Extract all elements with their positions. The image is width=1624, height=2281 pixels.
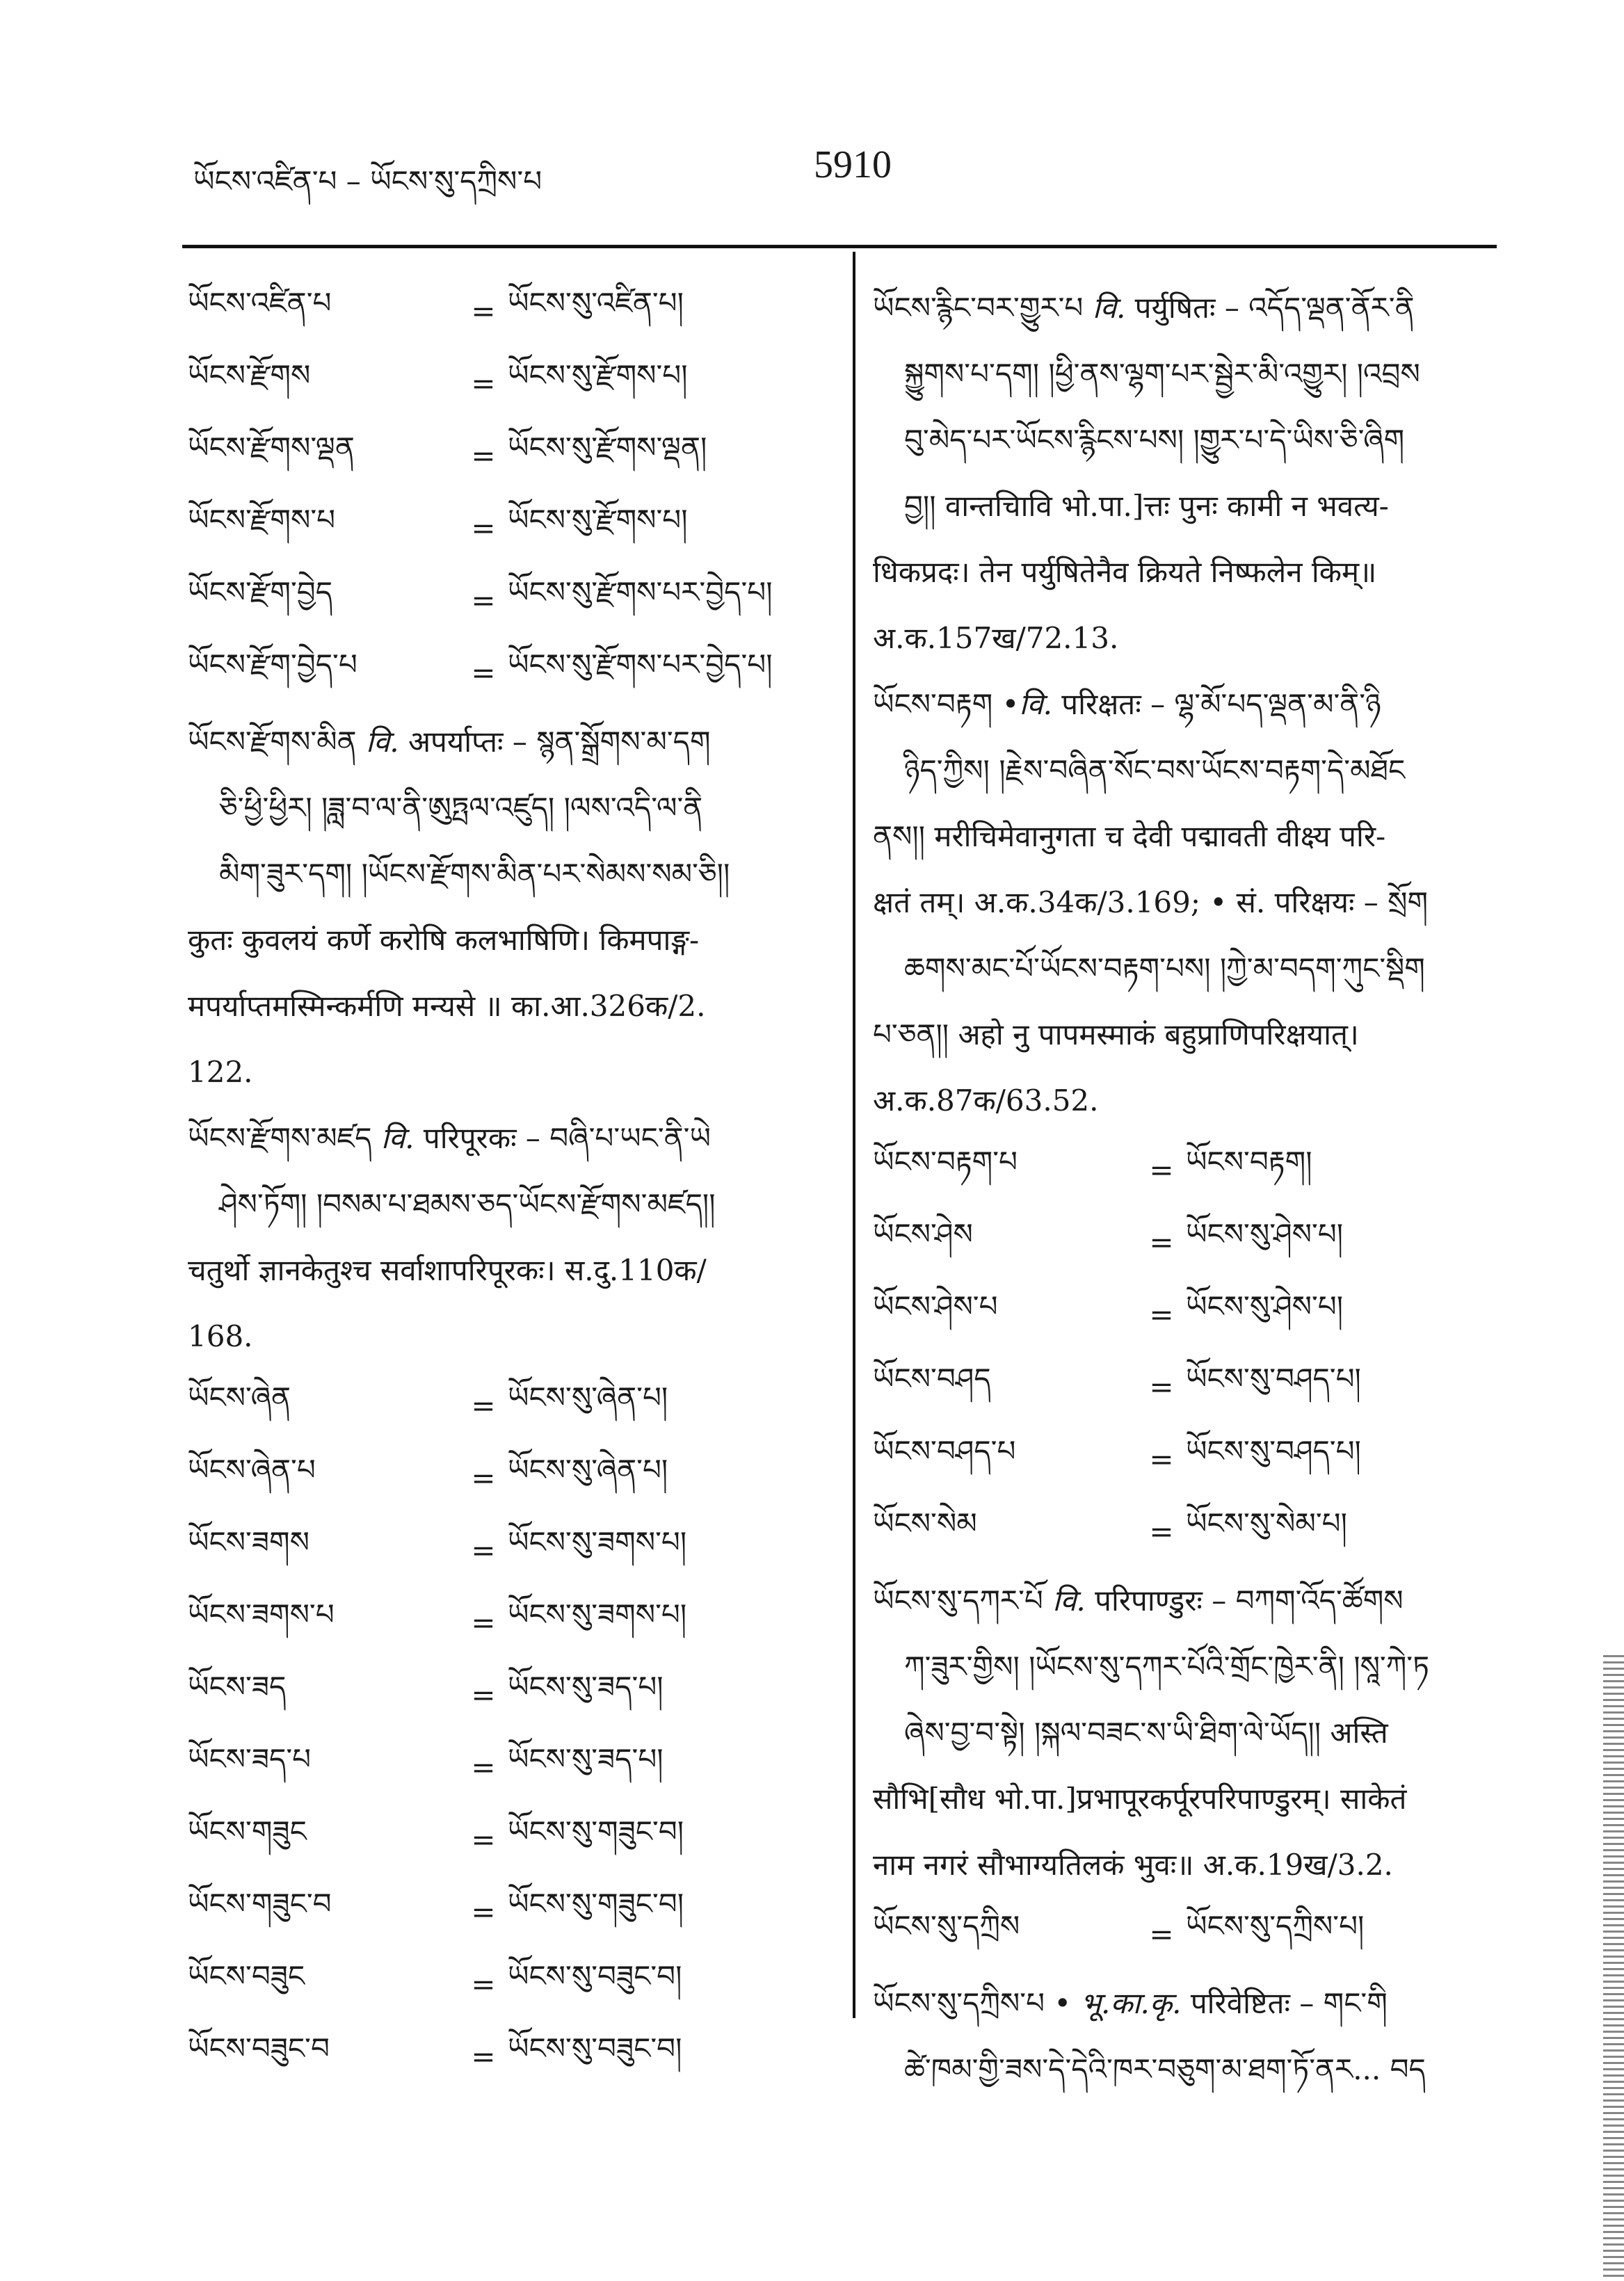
xref-target: ཡོངས་སུ་ཟད་པ། [508,1741,664,1776]
dictionary-entry [873,671,1499,1134]
equals-sign: = [1149,1369,1174,1404]
equals-sign: = [471,1967,496,2001]
entry-text: अपर्याप्तः – སྙན་སྒྲོགས་མ་དག [408,725,711,759]
cross-reference-row [188,1876,835,1948]
xref-headword: ཡོངས་སེམ [873,1506,977,1540]
part-of-speech: वि. [1092,291,1126,325]
entry-headword: ཡོངས་བརྟག [873,687,993,721]
cross-reference-row [188,419,835,492]
equals-sign: = [471,1750,496,1784]
entry-line: मपर्याप्तमस्मिन्कर्मणि मन्यसे ॥ का.आ.326क/2. [188,989,706,1023]
part-of-speech: •वि. [1002,687,1052,721]
cross-reference-row [188,1369,835,1442]
xref-target: ཡོངས་སུ་དཀྲིས་པ། [1186,1908,1365,1943]
cross-reference-row [873,1351,1499,1423]
cross-reference-row [188,1514,835,1586]
xref-target: ཡོངས་སུ་ཟགས་པ། [508,1597,687,1631]
page-number: 5910 [814,143,892,186]
xref-headword: ཡོངས་རྫོགས་ལྡན [188,430,355,465]
xref-target: ཡོངས་སུ་རྫོགས་པར་བྱེད་པ། [508,647,773,682]
header-rule [182,245,1497,248]
xref-target: ཡོངས་སུ་འཛིན་པ། [508,285,684,320]
entry-line: क्षतं तम्। अ.क.34क/3.169; • सं. परिक्षयः – སྲོག [873,885,1429,919]
part-of-speech: वि. [380,1121,415,1155]
entry-line: ཤེས་ཏོག། །བསམ་པ་ཐམས་ཅད་ཡོངས་རྫོགས་མཛད།། [219,1187,716,1221]
entry-line: सौभि[सौध भो.पा.]प्रभापूरकर्पूरपरिपाण्डुरम्। साकेतं [873,1782,1407,1816]
equals-sign: = [1149,1225,1174,1259]
entry-headword: ཡོངས་རྫོགས་མཛད [188,1121,372,1155]
equals-sign: = [1149,1514,1174,1549]
cross-reference-row [188,347,835,419]
entry-line: ཆགས་མང་པོ་ཡོངས་བརྟག་པས། །ཀྱེ་མ་བདག་ཀུང་སྡིག [904,951,1425,985]
xref-headword: ཡོངས་བཤད་པ [873,1433,1016,1468]
xref-headword: ཡོངས་ཞེན [188,1380,291,1414]
equals-sign: = [471,1822,496,1857]
xref-headword: ཡོངས་གཟུང་བ [188,1886,332,1921]
equals-sign: = [471,510,496,545]
entry-line: अ.क.87क/63.52. [873,1083,1099,1118]
xref-headword: ཡོངས་བཟུང [188,1958,305,1993]
cross-reference-row [873,1206,1499,1278]
dictionary-entry [873,275,1499,671]
equals-sign: = [471,1677,496,1712]
entry-line: 168. [188,1319,253,1353]
cross-reference-row [188,275,835,347]
entry-headword: ཡོངས་རྙིང་བར་གྱུར་པ [873,291,1084,325]
dictionary-entry [188,1105,835,1369]
xref-target: ཡོངས་སུ་ཞེན་པ། [508,1380,668,1414]
entry-text: परिपूरकः – བཞི་པ་ཡང་ནི་ཡེ [423,1121,711,1155]
xref-target: ཡོངས་སུ་བཟུང་བ། [508,1958,682,1993]
right-column [873,275,1499,2102]
xref-target: ཡོངས་སུ་ཤེས་པ། [1186,1289,1344,1323]
entry-headword: ཡོངས་སུ་དཀྲིས་པ [873,1986,1045,2020]
entry-line: नाम नगरं सौभाग्यतिलकं भुवः॥ अ.क.19ख/3.2. [873,1848,1393,1882]
xref-list [873,1134,1499,1567]
xref-headword: ཡོངས་ཤེས་པ [873,1289,998,1323]
xref-target: ཡོངས་སུ་ཤེས་པ། [1186,1216,1344,1251]
entry-text: पर्युषितः – འདོད་ལྡན་ནོར་ནི [1134,291,1415,325]
cross-reference-row [873,1495,1499,1567]
equals-sign: = [471,293,496,328]
cross-reference-row [188,1659,835,1731]
entry-line: སྐྱུགས་པ་དག། །ཕྱི་ནས་ལྷག་པར་སྦྱེར་མི་འགྱུར། །འབྲས [904,357,1420,391]
cross-reference-row [873,1898,1499,1970]
equals-sign: = [471,1894,496,1929]
xref-target: ཡོངས་སུ་ཞེན་པ། [508,1452,668,1487]
column-divider [853,252,855,2018]
cross-reference-row [188,1948,835,2020]
cross-reference-row [873,1423,1499,1495]
xref-target: ཡོངས་སུ་ཟད་པ། [508,1669,664,1704]
entry-line: अ.क.157ख/72.13. [873,621,1119,655]
entry-line: བུ་མེད་པར་ཡོངས་རྙིངས་པས། །གྱུར་པ་དེ་ཡིས་ཅི་ཞིག [904,423,1405,457]
entry-line: ནས།། मरीचिमेवानुगता च देवी पद्मावती वीक्ष्य परि- [873,819,1386,853]
equals-sign: = [471,1388,496,1423]
xref-headword: ཡོངས་ཟགས [188,1524,309,1559]
cross-reference-row [188,564,835,636]
xref-headword: ཡོངས་གཟུང [188,1814,307,1848]
entry-line: ཚེ་ཁམ་གྱི་ཟས་དེ་དེའི་ཁར་བཅུག་མ་ཐག་ཏོ་ནར... བད [904,2052,1426,2086]
equals-sign: = [1149,1152,1174,1187]
cross-reference-row [188,1731,835,1803]
xref-headword: ཡོངས་རྫོག་བྱེད [188,574,333,609]
xref-headword: ཡོངས་ཟད་པ [188,1741,312,1776]
xref-list [188,1369,835,2093]
cross-reference-row [188,492,835,564]
equals-sign: = [471,366,496,401]
entry-line: མིག་ཟུར་དག། །ཡོངས་རྫོགས་མིན་པར་སེམས་སམ་ཅི།། [219,857,730,891]
equals-sign: = [1149,1442,1174,1476]
cross-reference-row [873,1134,1499,1206]
xref-target: ཡོངས་སུ་ཟགས་པ། [508,1524,687,1559]
equals-sign: = [471,655,496,690]
cross-reference-row [188,1586,835,1659]
cross-reference-row [188,1803,835,1876]
xref-headword: ཡོངས་ཟགས་པ [188,1597,335,1631]
cross-reference-row [188,1442,835,1514]
entry-line: བྱ།། वान्तचिावि भो.पा.]त्तः पुनः कामी न भवत्य- [904,489,1389,523]
equals-sign: = [1149,1297,1174,1332]
entry-line: ཉིད་ཀྱིས། །རྗེས་བཞིན་སོང་བས་ཡོངས་བརྟག་དེ་མཐོང [904,753,1406,787]
part-of-speech: वि. [1052,1583,1086,1618]
dictionary-entry [873,1567,1499,1898]
entry-line: चतुर्थो ज्ञानकेतुश्च सर्वाशापरिपूरकः। स.दु.110क/ [188,1253,707,1287]
equals-sign: = [471,438,496,473]
entry-text: परिक्षतः – ལྷ་མོ་པད་ལྡན་མ་ནི་ཉི [1061,687,1381,721]
xref-target: ཡོངས་སུ་རྫོགས་པ། [508,357,688,392]
equals-sign: = [1149,1917,1174,1951]
entry-line: कुतः कुवलयं कर्णे करोषि कलभाषिणि। किमपाङ्ग- [188,923,700,957]
cross-reference-row [873,1278,1499,1351]
entry-text: परिवेष्टितः – གང་གི [1190,1986,1388,2020]
scan-edge-mark [1603,1655,1624,2281]
dictionary-entry [188,709,835,1105]
dictionary-entry [873,1970,1499,2102]
equals-sign: = [471,1460,496,1495]
entry-line: धिकप्रदः। तेन पर्युषितेनैव क्रियते निष्फलेन किम्॥ [873,555,1377,589]
equals-sign: = [471,1533,496,1567]
equals-sign: = [471,583,496,618]
xref-headword: ཡོངས་ཤེས [873,1216,973,1251]
equals-sign: = [471,2039,496,2074]
xref-target: ཡོངས་སུ་གཟུང་བ། [508,1886,684,1921]
xref-list [188,275,835,709]
xref-headword: ཡོངས་རྫོག་བྱེད་པ [188,647,357,682]
entry-headword: ཡོངས་སུ་དཀར་པོ [873,1583,1043,1618]
xref-target: ཡོངས་སུ་བཟུང་བ། [508,2031,682,2065]
xref-headword: ཡོངས་སུ་དཀྲིས [873,1908,1020,1943]
xref-target: ཡོངས་སུ་བཤད་པ། [1186,1361,1361,1396]
xref-headword: ཡོངས་འཛིན་པ [188,285,332,320]
xref-target: ཡོངས་བརྟག། [1186,1144,1312,1179]
xref-headword: ཡོངས་ཞེན་པ [188,1452,316,1487]
xref-target: ཡོངས་སུ་བཤད་པ། [1186,1433,1361,1468]
xref-headword: ཡོངས་རྫོགས [188,357,311,392]
entry-line: ཞེས་བྱ་བ་སྟེ། །སྐལ་བཟང་ས་ཡི་ཐིག་ལེ་ཡོད།། अस्ति [904,1716,1388,1750]
xref-headword: ཡོངས་བཤད [873,1361,991,1396]
xref-target: ཡོངས་སུ་སེམ་པ། [1186,1506,1347,1540]
equals-sign: = [471,1605,496,1640]
entry-line: ཅི་ཕྱི་ཕྱིར། །ཟླ་བ་ལ་ནི་ཨུཏྤལ་འཛུད། །ལས་འདི་ལ་ནི [219,791,703,825]
xref-headword: ཡོངས་བརྟག་པ [873,1144,1018,1179]
xref-target: ཡོངས་སུ་རྫོགས་ལྡན། [508,430,707,465]
entry-headword: ཡོངས་རྫོགས་མིན [188,725,357,759]
xref-headword: ཡོངས་ཟད [188,1669,287,1704]
left-column [188,275,835,2093]
entry-text: परिपाण्डुरः – བཀག་འོད་ཚོགས [1095,1583,1404,1618]
entry-line: 122. [188,1055,253,1089]
xref-headword: ཡོངས་བཟུང་བ [188,2031,330,2065]
entry-line: ཀ་ཟུར་གྱིས། །ཡོངས་སུ་དཀར་པོའི་གྲོང་ཁྱེར་ནི། །སཱ་ཀེ་ཏ [904,1650,1429,1684]
part-of-speech: वि. [366,725,399,759]
entry-line: པ་ཅན།། अहो नु पापमस्माकं बहुप्राणिपरिक्षयात्। [873,1017,1359,1051]
header-guide-words: ཡོངས་འཛིན་པ – ཡོངས་སུ་དཀྲིས་པ [193,164,542,198]
xref-target: ཡོངས་སུ་རྫོགས་པ། [508,502,688,537]
cross-reference-row [188,636,835,709]
running-header [193,143,1494,198]
part-of-speech: • भू.का.कृ. [1054,1986,1182,2020]
cross-reference-row [188,2020,835,2093]
xref-headword: ཡོངས་རྫོགས་པ [188,502,336,537]
xref-target: ཡོངས་སུ་རྫོགས་པར་བྱེད་པ། [508,574,773,609]
xref-target: ཡོངས་སུ་གཟུང་བ། [508,1814,684,1848]
